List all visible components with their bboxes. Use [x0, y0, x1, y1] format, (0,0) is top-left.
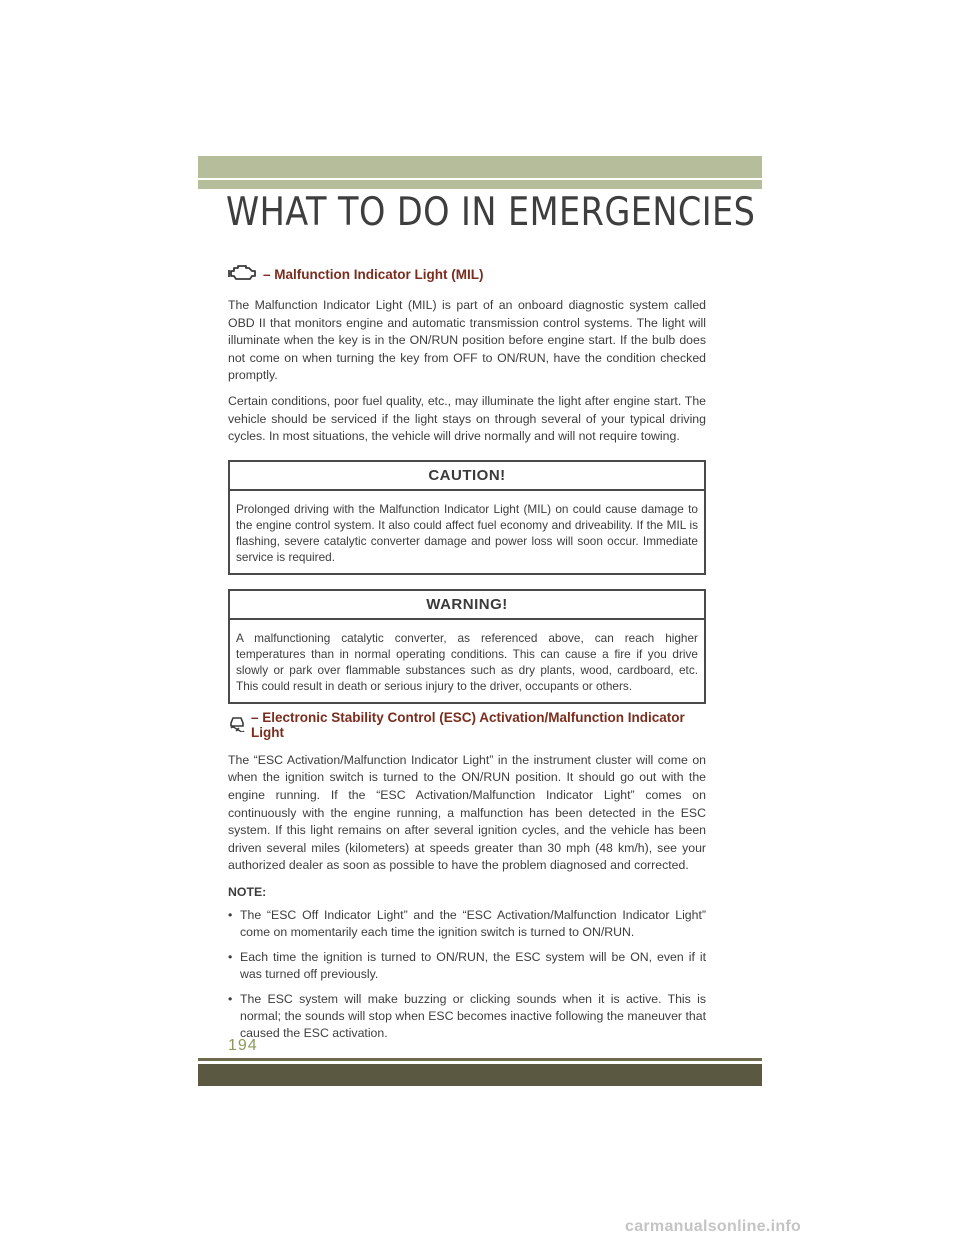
- bullet: •: [228, 907, 233, 922]
- note-bullet-text: The “ESC Off Indicator Light” and the “ESC Activation/Malfunction Indicator Light” come on momentarily each time the ignition switch is turned to ON/RUN.: [240, 907, 706, 939]
- mil-heading: [228, 264, 706, 285]
- note-list: [228, 907, 706, 1042]
- caution-box: [228, 460, 706, 575]
- esc-paragraph: The “ESC Activation/Malfunction Indicator Light” in the instrument cluster will come on when the ignition switch is turned to the ON/RUN position. It should go out with the engine running. If the “ESC Activation/Malfunction Indicator Light” comes on continuously with the engine running, a malfunction has been detected in the ESC system. If this light remains on after several ignition cycles, and the vehicle has been driven several miles (kilometers) at speeds greater than 30 mph (48 km/h), see your authorized dealer as soon as possible to have the problem diagnosed and corrected.: [228, 752, 706, 873]
- warning-title: WARNING!: [230, 591, 704, 620]
- watermark: carmanualsonline.info: [625, 1218, 802, 1235]
- mil-heading-text: – Malfunction Indicator Light (MIL): [263, 267, 484, 282]
- footer-rule: [198, 1058, 762, 1061]
- warning-box: [228, 589, 706, 704]
- bullet: •: [228, 991, 233, 1006]
- note-bullet-text: The ESC system will make buzzing or clicking sounds when it is active. This is normal; the sounds will stop when ESC becomes inactive following the maneuver that caused the ESC activation.: [240, 991, 706, 1040]
- mil-paragraph-1: The Malfunction Indicator Light (MIL) is part of an onboard diagnostic system called OBD II that monitors engine and automatic transmission control systems. The light will illuminate when the key is in the ON/RUN position before engine start. If the bulb does not come on when turning the key from OFF to ON/RUN, have the condition checked promptly.: [228, 298, 706, 383]
- list-item: [228, 949, 706, 983]
- header-rule: [198, 180, 762, 189]
- list-item: [228, 991, 706, 1042]
- caution-text: Prolonged driving with the Malfunction Indicator Light (MIL) on could cause damage to the engine control system. It also could affect fuel economy and driveability. If the MIL is flashing, severe catalytic converter damage and power loss will soon occur. Immediate service is required.: [236, 501, 698, 564]
- bullet: •: [228, 949, 233, 964]
- warning-text: A malfunctioning catalytic converter, as referenced above, can reach higher temperatures than in normal operating conditions. This can cause a fire if you drive slowly or park over flammable substances such as dry plants, wood, cardboard, etc. This could result in death or serious injury to the driver, occupants or others.: [236, 630, 698, 693]
- esc-heading-text: – Electronic Stability Control (ESC) Activation/Malfunction Indicator Light: [251, 709, 685, 740]
- page-number: 194: [228, 1037, 258, 1054]
- esc-heading: [228, 710, 706, 740]
- header-bar: [198, 156, 762, 178]
- list-item: [228, 907, 706, 941]
- section-title: WHAT TO DO IN EMERGENCIES: [226, 190, 756, 235]
- footer-bar: [198, 1064, 762, 1086]
- mil-paragraph-2: Certain conditions, poor fuel quality, etc., may illuminate the light after engine start. The vehicle should be serviced if the light stays on through several of your typical driving cycles. In most situations, the vehicle will drive normally and will not require towing.: [228, 393, 706, 444]
- caution-title: CAUTION!: [230, 462, 704, 491]
- engine-icon: [228, 264, 258, 285]
- note-label: NOTE:: [228, 884, 267, 899]
- page-content: [228, 264, 706, 1050]
- skid-car-icon: [228, 714, 246, 735]
- note-bullet-text: Each time the ignition is turned to ON/RUN, the ESC system will be ON, even if it was turned off previously.: [240, 949, 706, 981]
